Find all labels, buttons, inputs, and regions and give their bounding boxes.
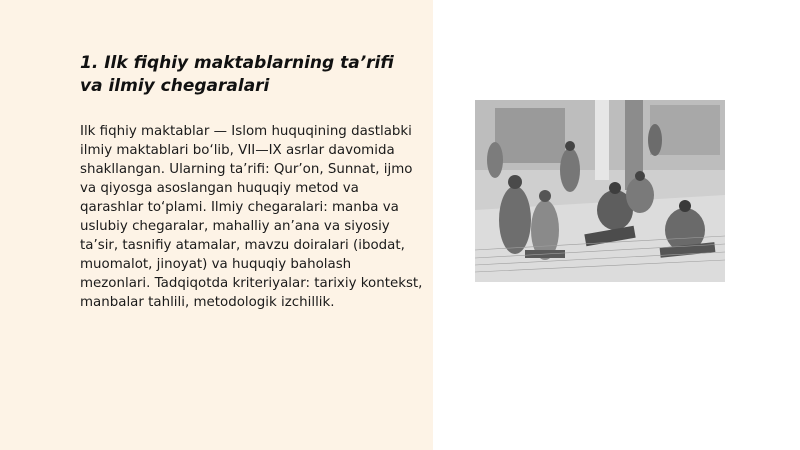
scholars-engraving-illustration <box>475 100 725 282</box>
slide-body-text: Ilk fiqhiy maktablar — Islom huquqining dastlabki ilmiy maktablari bo‘lib, VII—IX asrlar davomida shakllangan. Ularning ta’rifi: Qur’on, Sunnat, ijmo va qiyosga asoslangan huquqiy metod va qarashlar to‘plami. Ilmiy chegaralari: manba va uslubiy chegaralar, mahalliy an’ana va siyosiy ta’sir, tasnifiy atamalar, mavzu doiralari (ibodat, muomalot, jinoyat) va huquqiy baholash mezonlari. Tadqiqotda kriteriyalar: tarixiy kontekst, manbalar tahlili, metodologik izchillik. <box>80 124 423 310</box>
slide-title: 1. Ilk fiqhiy maktablarning ta’rifi va ilmiy chegaralari <box>80 53 394 96</box>
illustration-image <box>475 100 725 282</box>
